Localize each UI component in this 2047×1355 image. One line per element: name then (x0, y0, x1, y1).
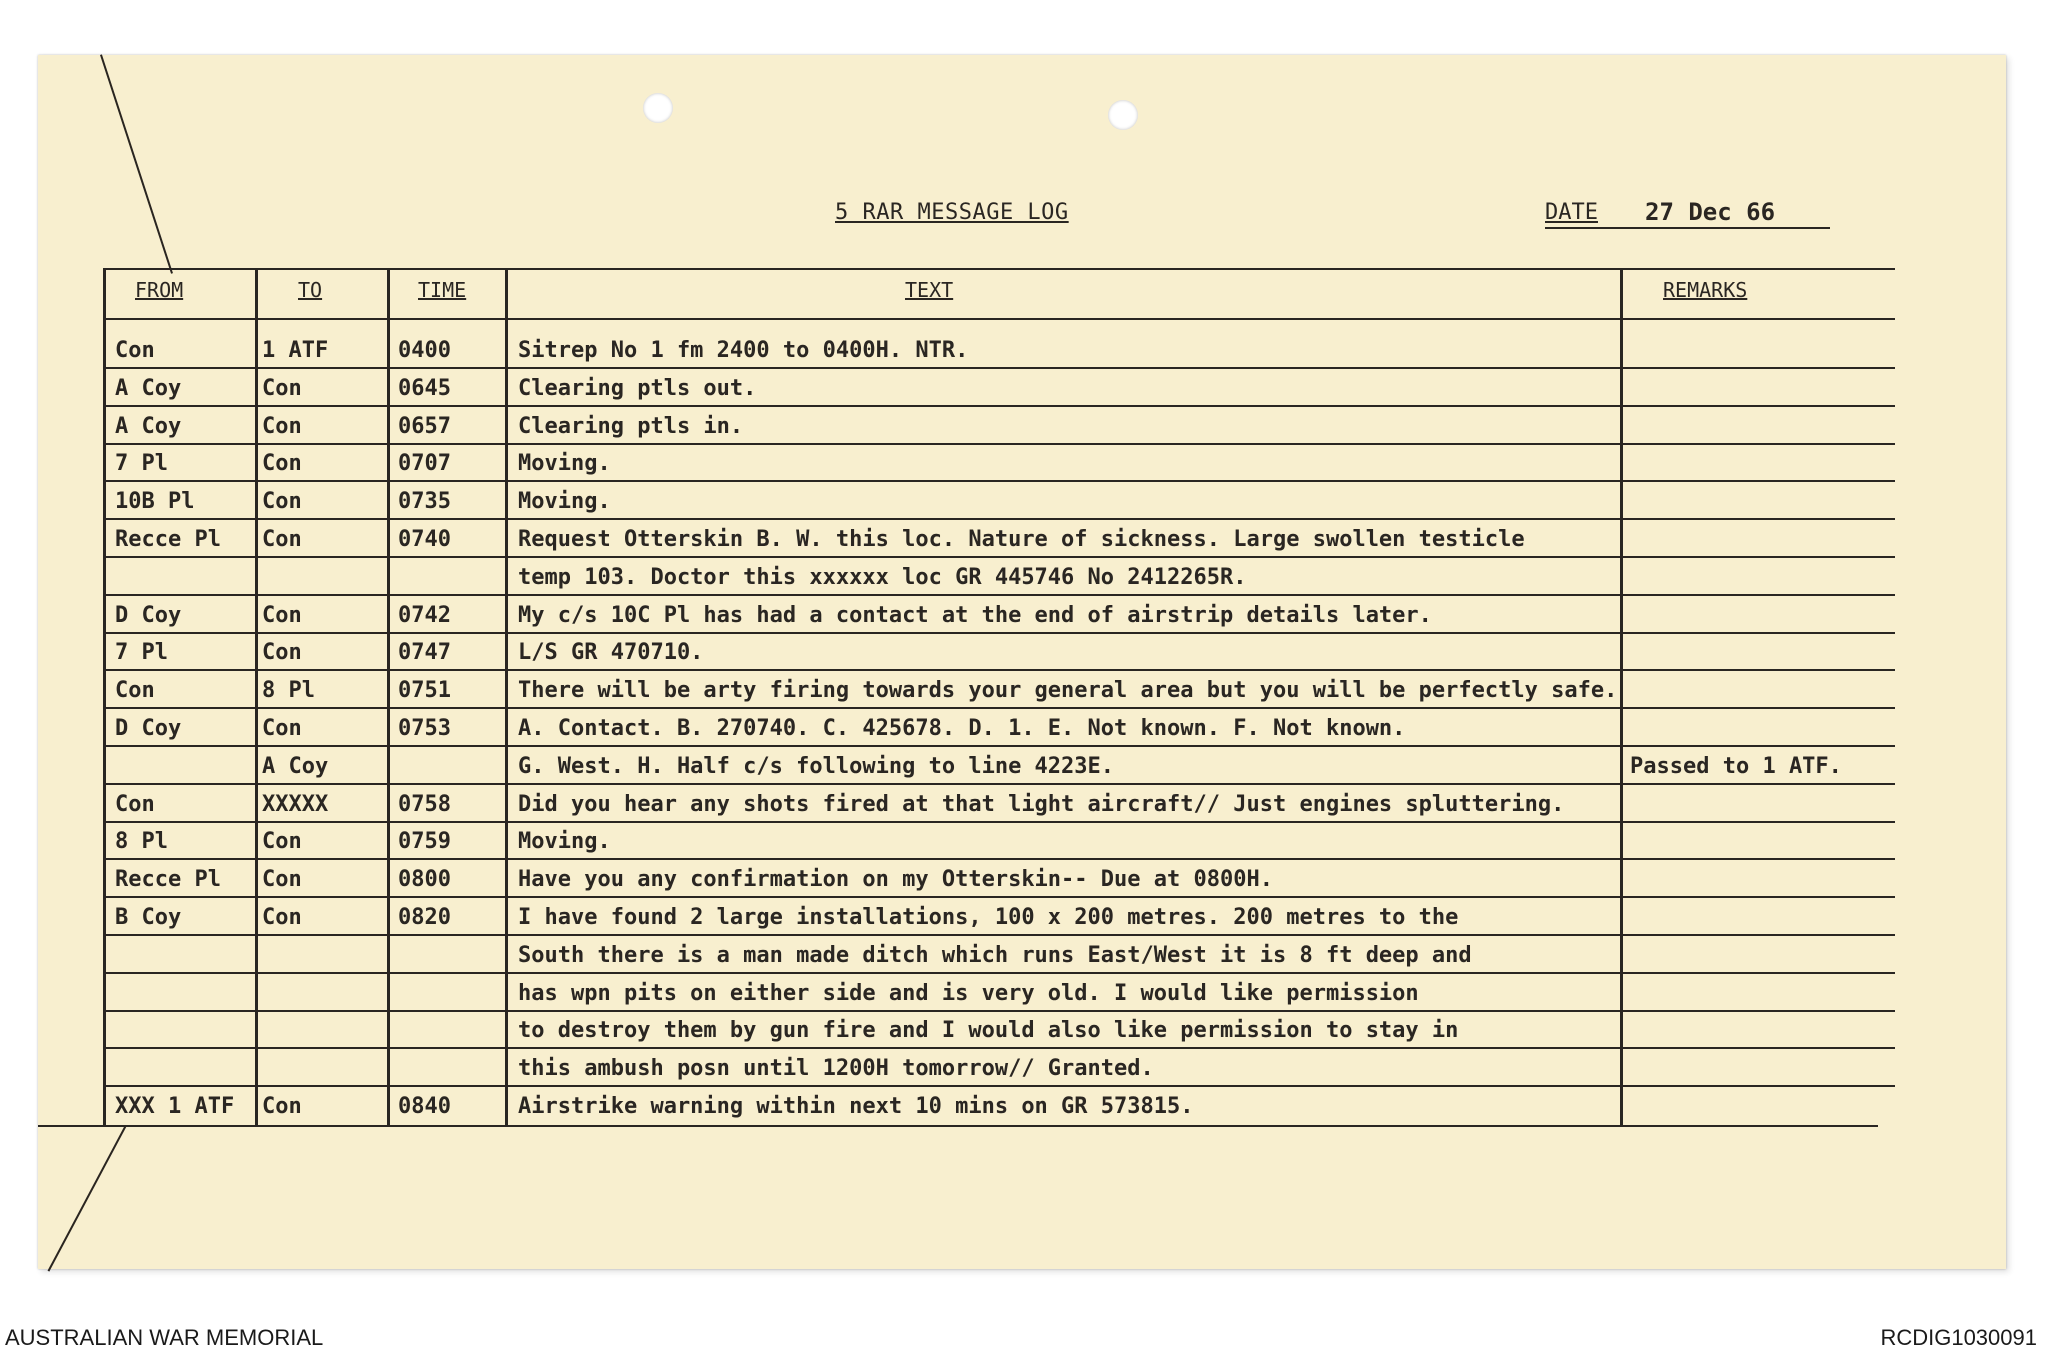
cell-time: 0840 (398, 1094, 451, 1119)
cell-text: L/S GR 470710. (518, 640, 704, 665)
row-rule (103, 858, 1895, 860)
cell-to: 8 Pl (262, 678, 315, 703)
header-remarks: REMARKS (1663, 278, 1748, 302)
footer-reference: RCDIG1030091 (1880, 1325, 2037, 1350)
table-row (105, 408, 1895, 446)
cell-to: Con (262, 829, 302, 854)
row-rule (103, 896, 1895, 898)
cell-text: There will be arty firing towards your general area but you will be perfectly safe. (518, 678, 1618, 703)
header-bottom-rule (103, 318, 1895, 320)
table-row (105, 937, 1895, 975)
cell-from: D Coy (115, 603, 182, 628)
cell-time: 0735 (398, 489, 451, 514)
table-row (105, 1088, 1895, 1126)
footer-source: AUSTRALIAN WAR MEMORIAL (5, 1325, 324, 1350)
cell-text: this ambush posn until 1200H tomorrow// Granted. (518, 1056, 1154, 1081)
cell-text: has wpn pits on either side and is very old. I would like permission (518, 981, 1419, 1006)
row-rule (103, 594, 1895, 596)
cell-text: South there is a man made ditch which runs East/West it is 8 ft deep and (518, 943, 1472, 968)
cell-from: A Coy (115, 376, 182, 401)
cell-from: B Coy (115, 905, 182, 930)
row-rule (103, 480, 1895, 482)
cell-text: Sitrep No 1 fm 2400 to 0400H. NTR. (518, 338, 969, 363)
cell-from: Con (115, 338, 155, 363)
cell-remarks: Passed to 1 ATF. (1630, 754, 1842, 779)
table-row (105, 975, 1895, 1013)
cell-to: Con (262, 603, 302, 628)
row-rule (103, 1085, 1895, 1087)
header-text: TEXT (905, 278, 954, 302)
date-value: 27 Dec 66 (1645, 198, 1776, 226)
row-rule (103, 669, 1895, 671)
table-row (105, 483, 1895, 521)
date-label: DATE (1545, 200, 1598, 225)
cell-text: temp 103. Doctor this xxxxxx loc GR 445746 No 2412265R. (518, 565, 1247, 590)
table-row (105, 672, 1895, 710)
cell-to: Con (262, 905, 302, 930)
cell-from: 7 Pl (115, 640, 168, 665)
header-from: FROM (135, 278, 184, 302)
cell-time: 0645 (398, 376, 451, 401)
cell-to: Con (262, 376, 302, 401)
cell-text: Did you hear any shots fired at that light aircraft// Just engines spluttering. (518, 792, 1565, 817)
cell-text: to destroy them by gun fire and I would also like permission to stay in (518, 1018, 1459, 1043)
cell-time: 0400 (398, 338, 451, 363)
cell-from: D Coy (115, 716, 182, 741)
row-rule (103, 367, 1895, 369)
table-row (105, 1012, 1895, 1050)
cell-time: 0707 (398, 451, 451, 476)
table-row (105, 445, 1895, 483)
cell-text: I have found 2 large installations, 100 x 200 metres. 200 metres to the (518, 905, 1459, 930)
cell-time: 0800 (398, 867, 451, 892)
cell-from: Con (115, 678, 155, 703)
cell-from: 10B Pl (115, 489, 195, 514)
cell-time: 0758 (398, 792, 451, 817)
cell-text: Moving. (518, 829, 611, 854)
cell-text: Airstrike warning within next 10 mins on GR 573815. (518, 1094, 1194, 1119)
cell-from: 7 Pl (115, 451, 168, 476)
cell-to: Con (262, 451, 302, 476)
cell-to: 1 ATF (262, 338, 329, 363)
cell-time: 0742 (398, 603, 451, 628)
cell-from: 8 Pl (115, 829, 168, 854)
table-row (105, 710, 1895, 748)
row-rule (103, 783, 1895, 785)
table-row (105, 861, 1895, 899)
cell-text: Request Otterskin B. W. this loc. Nature of sickness. Large swollen testicle (518, 527, 1525, 552)
table-row (105, 786, 1895, 824)
cell-text: A. Contact. B. 270740. C. 425678. D. 1. E. Not known. F. Not known. (518, 716, 1406, 741)
cell-text: Clearing ptls in. (518, 414, 744, 439)
cell-time: 0753 (398, 716, 451, 741)
cell-text: Moving. (518, 451, 611, 476)
cell-to: Con (262, 867, 302, 892)
table-row (105, 597, 1895, 635)
cell-to: Con (262, 527, 302, 552)
cell-from: Con (115, 792, 155, 817)
cell-text: Have you any confirmation on my Otterskin-- Due at 0800H. (518, 867, 1273, 892)
cell-to: Con (262, 414, 302, 439)
table-row (105, 521, 1895, 559)
cell-text: Moving. (518, 489, 611, 514)
row-rule (103, 934, 1895, 936)
cell-text: My c/s 10C Pl has had a contact at the end of airstrip details later. (518, 603, 1432, 628)
punch-hole-right (1108, 100, 1138, 130)
date-underline (1545, 227, 1830, 229)
row-rule (103, 405, 1895, 407)
table-row (105, 748, 1895, 786)
cell-from: Recce Pl (115, 867, 221, 892)
row-rule (103, 1047, 1895, 1049)
cell-to: A Coy (262, 754, 329, 779)
table-top-rule (103, 268, 1895, 270)
cell-to: Con (262, 489, 302, 514)
table-row (105, 332, 1895, 370)
table-row (105, 1050, 1895, 1088)
cell-time: 0740 (398, 527, 451, 552)
cell-from: A Coy (115, 414, 182, 439)
row-rule (103, 745, 1895, 747)
cell-text: G. West. H. Half c/s following to line 4223E. (518, 754, 1115, 779)
cell-to: XXXXX (262, 792, 329, 817)
punch-hole-left (643, 93, 673, 123)
cell-to: Con (262, 640, 302, 665)
row-rule (103, 972, 1895, 974)
header-to: TO (298, 278, 323, 302)
cell-time: 0820 (398, 905, 451, 930)
cell-time: 0759 (398, 829, 451, 854)
cell-time: 0747 (398, 640, 451, 665)
cell-to: Con (262, 716, 302, 741)
row-rule (103, 707, 1895, 709)
cell-to: Con (262, 1094, 302, 1119)
table-row (105, 634, 1895, 672)
cell-time: 0657 (398, 414, 451, 439)
row-rule (103, 556, 1895, 558)
table-row (105, 370, 1895, 408)
cell-from: XXX 1 ATF (115, 1094, 235, 1119)
header-time: TIME (418, 278, 467, 302)
log-title: 5 RAR MESSAGE LOG (835, 200, 1069, 225)
cell-text: Clearing ptls out. (518, 376, 757, 401)
table-row (105, 899, 1895, 937)
table-row (105, 559, 1895, 597)
row-rule (103, 518, 1895, 520)
table-row (105, 823, 1895, 861)
cell-from: Recce Pl (115, 527, 221, 552)
cell-time: 0751 (398, 678, 451, 703)
